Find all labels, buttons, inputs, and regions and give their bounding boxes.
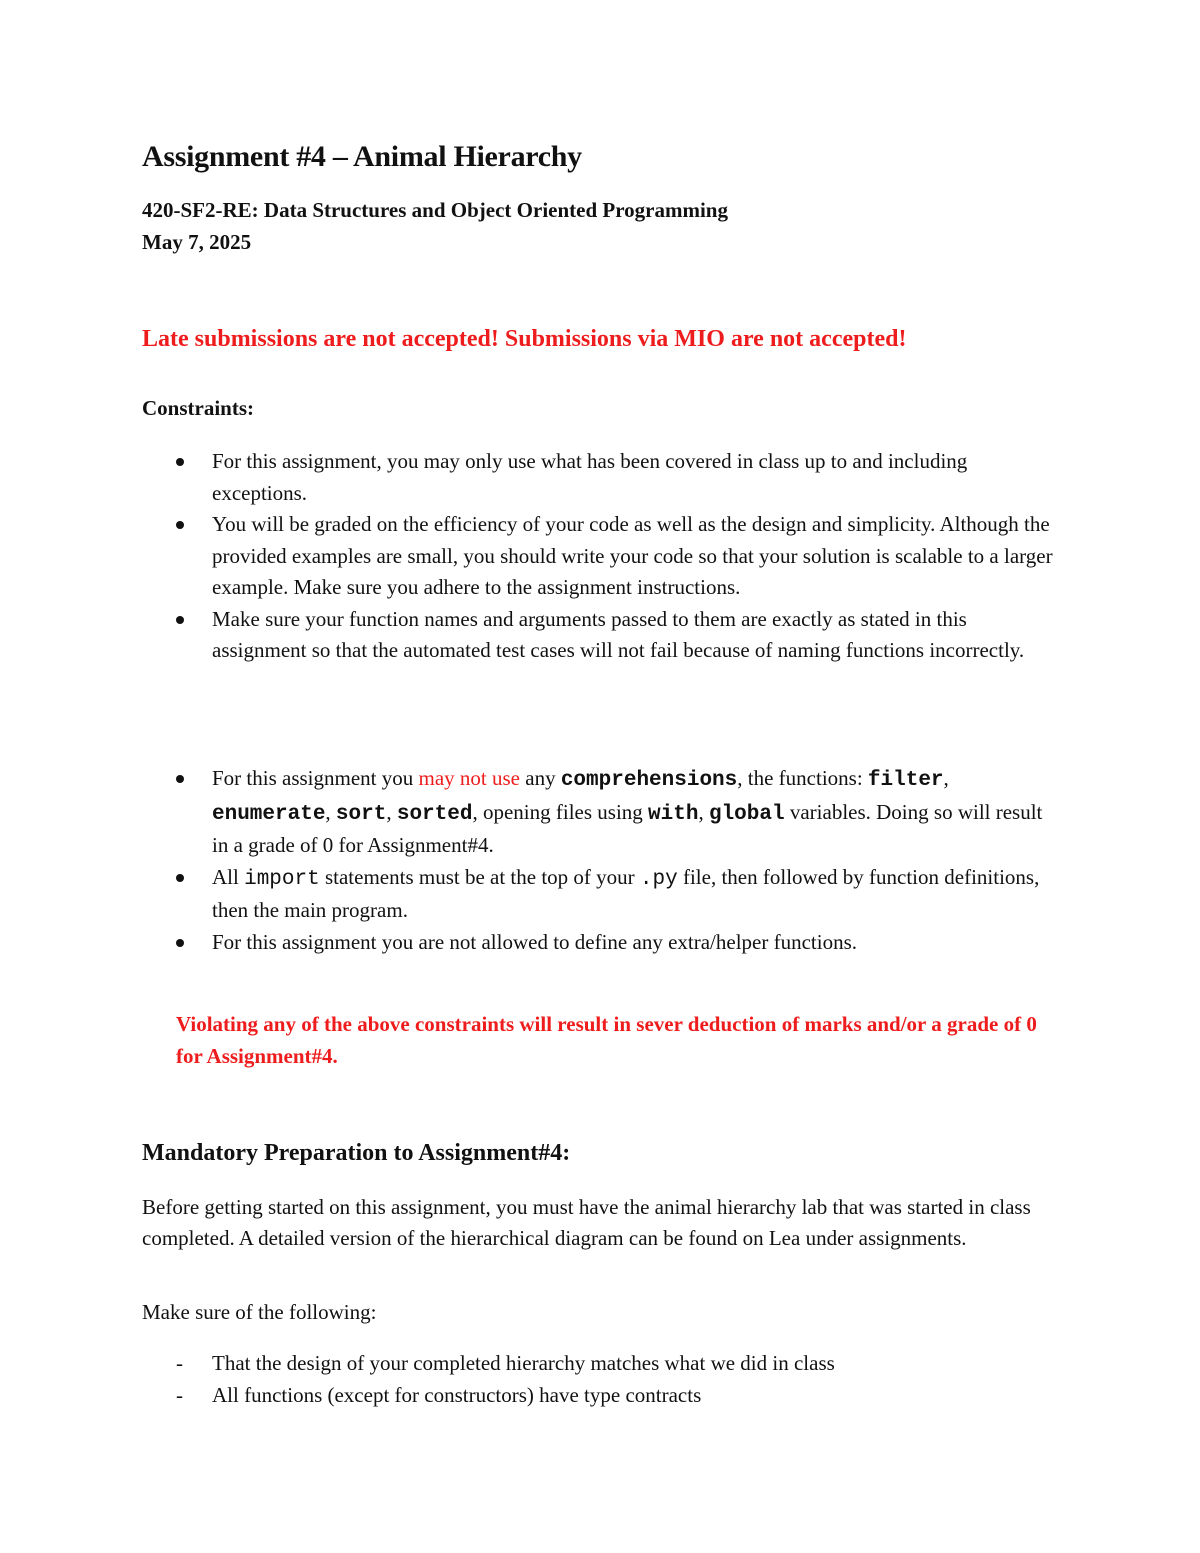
constraints-list-2 [176, 763, 1056, 958]
preparation-paragraph: Before getting started on this assignment, you must have the animal hierarchy lab that was started in class completed. A detailed version of the hierarchical diagram can be found on Lea under assignments. [142, 1195, 1031, 1250]
emphasis-red: may not use [418, 766, 520, 790]
constraint-text: For this assignment you are not allowed to define any extra/helper functions. [212, 929, 858, 954]
bullet-icon [176, 616, 184, 624]
page-title: Assignment #4 – Animal Hierarchy [142, 140, 582, 173]
bullet-icon [176, 521, 184, 529]
list-item [176, 604, 1056, 667]
code-sort: sort [335, 802, 387, 826]
constraints-list-1 [176, 446, 1056, 667]
assignment-date: May 7, 2025 [142, 230, 252, 254]
text-run: All [212, 864, 245, 889]
code-py-extension: .py [639, 867, 678, 891]
text-run: variables. Doing so will result in a grade of 0 for Assignment#4. [212, 799, 1043, 857]
late-submission-notice: Late submissions are not accepted! Submissions via MIO are not accepted! [142, 326, 907, 352]
text-run: statements must be at the top of your [319, 864, 640, 889]
text-run: file, then followed by function definitions, then the main program. [212, 864, 1040, 922]
code-with: with [648, 802, 699, 826]
code-sorted: sorted [396, 802, 473, 826]
dash-marker: - [176, 1382, 183, 1407]
constraint-text: You will be graded on the efficiency of your code as well as the design and simplicity. Although the provided examples are small, you should write your code so that your solution is scalable to a larger example. Make sure you adhere to the assignment instructions. [212, 512, 1053, 599]
checklist-text: That the design of your completed hierarchy matches what we did in class [212, 1351, 835, 1375]
code-import: import [244, 867, 320, 891]
list-item [176, 763, 1056, 862]
list-item [176, 446, 1056, 509]
make-sure-label: Make sure of the following: [142, 1300, 377, 1324]
bullet-icon [176, 874, 184, 882]
preparation-heading: Mandatory Preparation to Assignment#4: [142, 1140, 571, 1166]
dash-marker: - [176, 1351, 183, 1375]
constraint-text: For this assignment, you may only use what has been covered in class up to and including exceptions. [212, 449, 968, 505]
code-filter: filter [867, 769, 944, 792]
list-item [176, 927, 1056, 959]
text-run: , [698, 799, 709, 824]
bullet-icon [176, 775, 184, 783]
violation-warning: Violating any of the above constraints will result in sever deduction of marks and/or a grade of 0 for Assignment#4. [176, 1012, 1037, 1068]
list-item [176, 509, 1056, 604]
list-item [176, 1380, 1056, 1412]
text-run: , the functions: [737, 766, 868, 790]
text-run: , opening files using [472, 799, 649, 824]
code-enumerate: enumerate [212, 802, 326, 826]
code-comprehensions: comprehensions [560, 769, 738, 792]
bullet-icon [176, 458, 184, 466]
text-run: , [325, 799, 336, 824]
bullet-icon [176, 939, 184, 947]
list-item [176, 1348, 1056, 1380]
text-run: , [386, 799, 397, 824]
text-run: For this assignment you [212, 766, 419, 790]
checklist [176, 1348, 1056, 1411]
constraints-heading: Constraints: [142, 396, 255, 420]
checklist-text: All functions (except for constructors) have type contracts [212, 1382, 702, 1407]
constraint-text: Make sure your function names and arguments passed to them are exactly as stated in this assignment so that the automated test cases will not fail because of naming functions incorrectly. [212, 606, 1025, 662]
code-global: global [708, 802, 785, 826]
text-run: any [520, 766, 561, 790]
course-name: 420-SF2-RE: Data Structures and Object Oriented Programming [142, 198, 728, 222]
text-run: , [943, 766, 949, 790]
list-item [176, 862, 1056, 927]
